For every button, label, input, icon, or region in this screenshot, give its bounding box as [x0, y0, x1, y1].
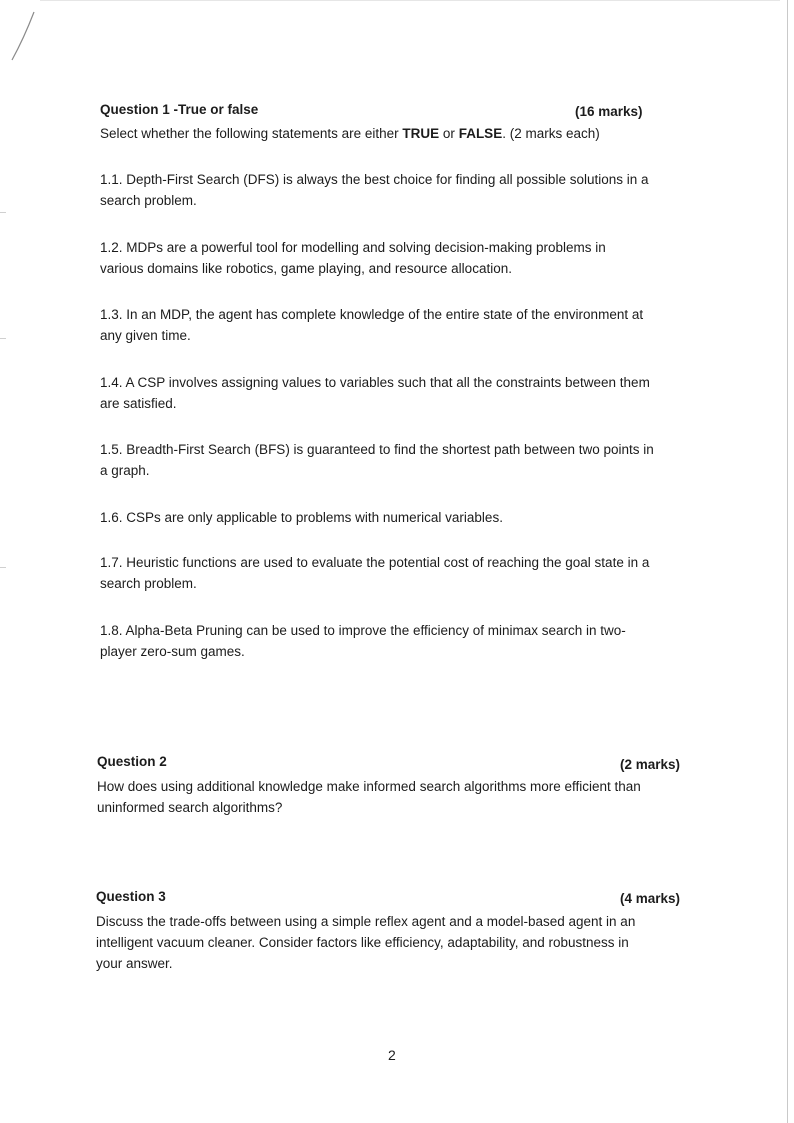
question-1-marks: (16 marks) [575, 104, 643, 119]
statement-1-6 [100, 507, 503, 528]
statement-1-3 [100, 304, 643, 346]
instructions-false-emphasis: FALSE [458, 126, 503, 141]
question-line: How does using additional knowledge make informed search algorithms more efficient than [97, 779, 641, 794]
statement-1-5 [100, 439, 654, 481]
question-2-marks: (2 marks) [620, 757, 681, 772]
scan-edge-right [787, 0, 788, 1123]
question-3-text [96, 911, 635, 974]
statement-line: 1.1. Depth-First Search (DFS) is always the best choice for finding all possible solutions in a [100, 172, 649, 187]
statement-line: various domains like robotics, game playing, and resource allocation. [100, 261, 512, 276]
statement-line: 1.5. Breadth-First Search (BFS) is guaranteed to find the shortest path between two points in [100, 442, 654, 457]
question-2-title: Question 2 [97, 754, 167, 769]
scan-edge-top [40, 0, 780, 1]
question-3-title: Question 3 [96, 889, 166, 904]
margin-tick [0, 212, 6, 213]
statement-line: search problem. [100, 193, 197, 208]
instructions-text: Select whether the following statements are either [100, 126, 403, 141]
instructions-text: or [439, 126, 459, 141]
question-1-instructions [100, 123, 600, 144]
question-line: uninformed search algorithms? [97, 800, 283, 815]
statement-line: are satisfied. [100, 396, 177, 411]
page-number: 2 [388, 1047, 396, 1063]
statement-line: 1.3. In an MDP, the agent has complete knowledge of the entire state of the environment at [100, 307, 644, 322]
margin-tick [0, 338, 6, 339]
statement-1-4 [100, 372, 650, 414]
statement-line: player zero-sum games. [100, 644, 245, 659]
statement-1-7 [100, 552, 649, 594]
statement-line: 1.7. Heuristic functions are used to evaluate the potential cost of reaching the goal state in a [100, 555, 650, 570]
statement-1-1 [100, 169, 649, 211]
margin-tick [0, 567, 6, 568]
statement-1-8 [100, 620, 626, 662]
question-line: Discuss the trade-offs between using a simple reflex agent and a model-based agent in an [96, 914, 636, 929]
statement-line: a graph. [100, 463, 150, 478]
question-3-marks: (4 marks) [620, 891, 681, 906]
statement-line: 1.2. MDPs are a powerful tool for modelling and solving decision-making problems in [100, 240, 606, 255]
question-line: intelligent vacuum cleaner. Consider factors like efficiency, adaptability, and robustness in [96, 935, 629, 950]
pen-stroke-mark [4, 8, 44, 68]
statement-1-2 [100, 237, 606, 279]
question-line: your answer. [96, 956, 173, 971]
statement-line: 1.6. CSPs are only applicable to problems with numerical variables. [100, 510, 503, 525]
statement-line: search problem. [100, 576, 197, 591]
statement-line: any given time. [100, 328, 191, 343]
statement-line: 1.8. Alpha-Beta Pruning can be used to improve the efficiency of minimax search in two- [100, 623, 626, 638]
instructions-true-emphasis: TRUE [402, 126, 440, 141]
statement-line: 1.4. A CSP involves assigning values to variables such that all the constraints between them [100, 375, 650, 390]
question-1-title: Question 1 -True or false [100, 102, 259, 117]
question-2-text [97, 776, 641, 818]
instructions-text: . (2 marks each) [502, 126, 600, 141]
